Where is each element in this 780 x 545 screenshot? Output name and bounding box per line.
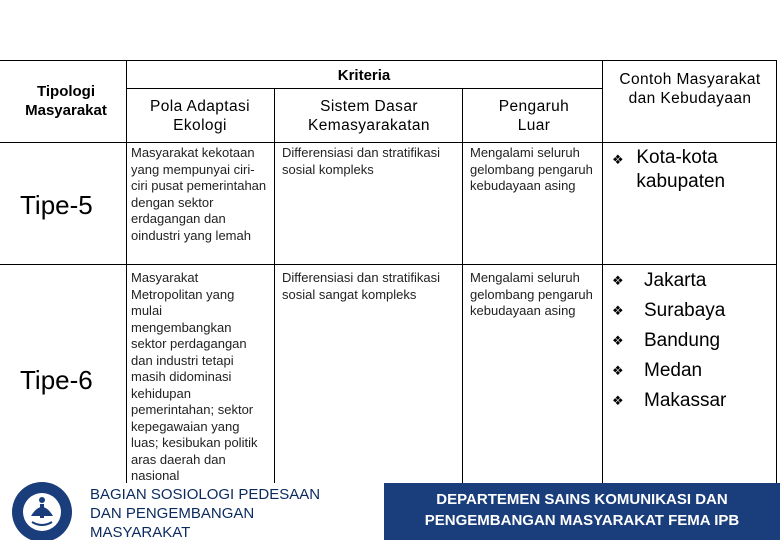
bullet-icon: ❖: [612, 273, 624, 288]
contoh-item: Kota-kota kabupaten: [636, 147, 726, 192]
col-divider-3: [462, 88, 463, 485]
header-contoh: Contoh Masyarakat dan Kebudayaan: [619, 71, 761, 107]
contoh-item: [610, 296, 770, 326]
contoh-item: [610, 386, 770, 416]
contoh-item-label: Jakarta: [644, 270, 707, 291]
row-tipe-6-pengaruh: Mengalami seluruh gelombang pengaruh kebudayaan asing: [470, 270, 593, 318]
row-tipe-5-pola: Masyarakat kekotaan yang mempunyai ciri-ciri pusat pemerintahan dengan sektor erdagangan dan oindustri yang lemah: [131, 145, 267, 243]
bullet-icon: ❖: [612, 363, 624, 378]
bullet-icon: ❖: [612, 152, 624, 167]
header-tipologi: Tipologi Masyarakat: [25, 83, 107, 119]
footer-department-left: [84, 483, 384, 540]
header-pengaruh: Pengaruh Luar: [498, 98, 570, 134]
row-tipe-6-pola: Masyarakat Metropolitan yang mulai mengembangkan sektor perdagangan dan industri tetapi masih didominasi kehidupan pemerintahan; sektor kepegawaian yang luas; kesibukan politik aras daerah dan nasional: [131, 270, 258, 483]
header-kriteria-underline: [126, 88, 602, 89]
contoh-item-label: Medan: [644, 360, 703, 381]
header-kriteria: Kriteria: [337, 67, 391, 84]
row-tipe-6-label: Tipe-6: [20, 365, 93, 395]
contoh-item-label: Bandung: [644, 330, 721, 351]
col-divider-1: [126, 60, 127, 485]
contoh-item-label: Surabaya: [644, 300, 726, 321]
row-tipe-5-label: Tipe-5: [20, 190, 93, 220]
row-tipe-6-contoh-list: [610, 266, 770, 416]
footer-left-text: BAGIAN SOSIOLOGI PEDESAAN DAN PENGEMBANGAN MASYARAKAT: [90, 486, 321, 541]
row-divider: [0, 264, 776, 265]
header-pola: Pola Adaptasi Ekologi: [150, 98, 250, 134]
institut-pertanian-bogor-logo: [4, 476, 80, 540]
table-top-border: [0, 60, 776, 61]
col-divider-2: [274, 88, 275, 485]
row-tipe-5-contoh: [610, 146, 770, 194]
contoh-item-label: Makassar: [644, 390, 727, 411]
table-right-border: [776, 60, 777, 485]
bullet-icon: ❖: [612, 303, 624, 318]
header-bottom-border: [0, 142, 776, 143]
header-sistem: Sistem Dasar Kemasyarakatan: [308, 98, 430, 134]
row-tipe-5-pengaruh: Mengalami seluruh gelombang pengaruh kebudayaan asing: [470, 145, 593, 193]
bullet-icon: ❖: [612, 333, 624, 348]
contoh-item: [610, 326, 770, 356]
contoh-item: [610, 356, 770, 386]
footer-department-right: [384, 483, 780, 540]
col-divider-4: [602, 60, 603, 485]
row-tipe-6-sistem: Differensiasi dan stratifikasi sosial sangat kompleks: [282, 270, 440, 302]
row-tipe-5-sistem: Differensiasi dan stratifikasi sosial kompleks: [282, 145, 440, 177]
footer-right-text: DEPARTEMEN SAINS KOMUNIKASI DAN PENGEMBANGAN MASYARAKAT FEMA IPB: [424, 491, 740, 529]
contoh-item: [610, 266, 770, 296]
bullet-icon: ❖: [612, 393, 624, 408]
